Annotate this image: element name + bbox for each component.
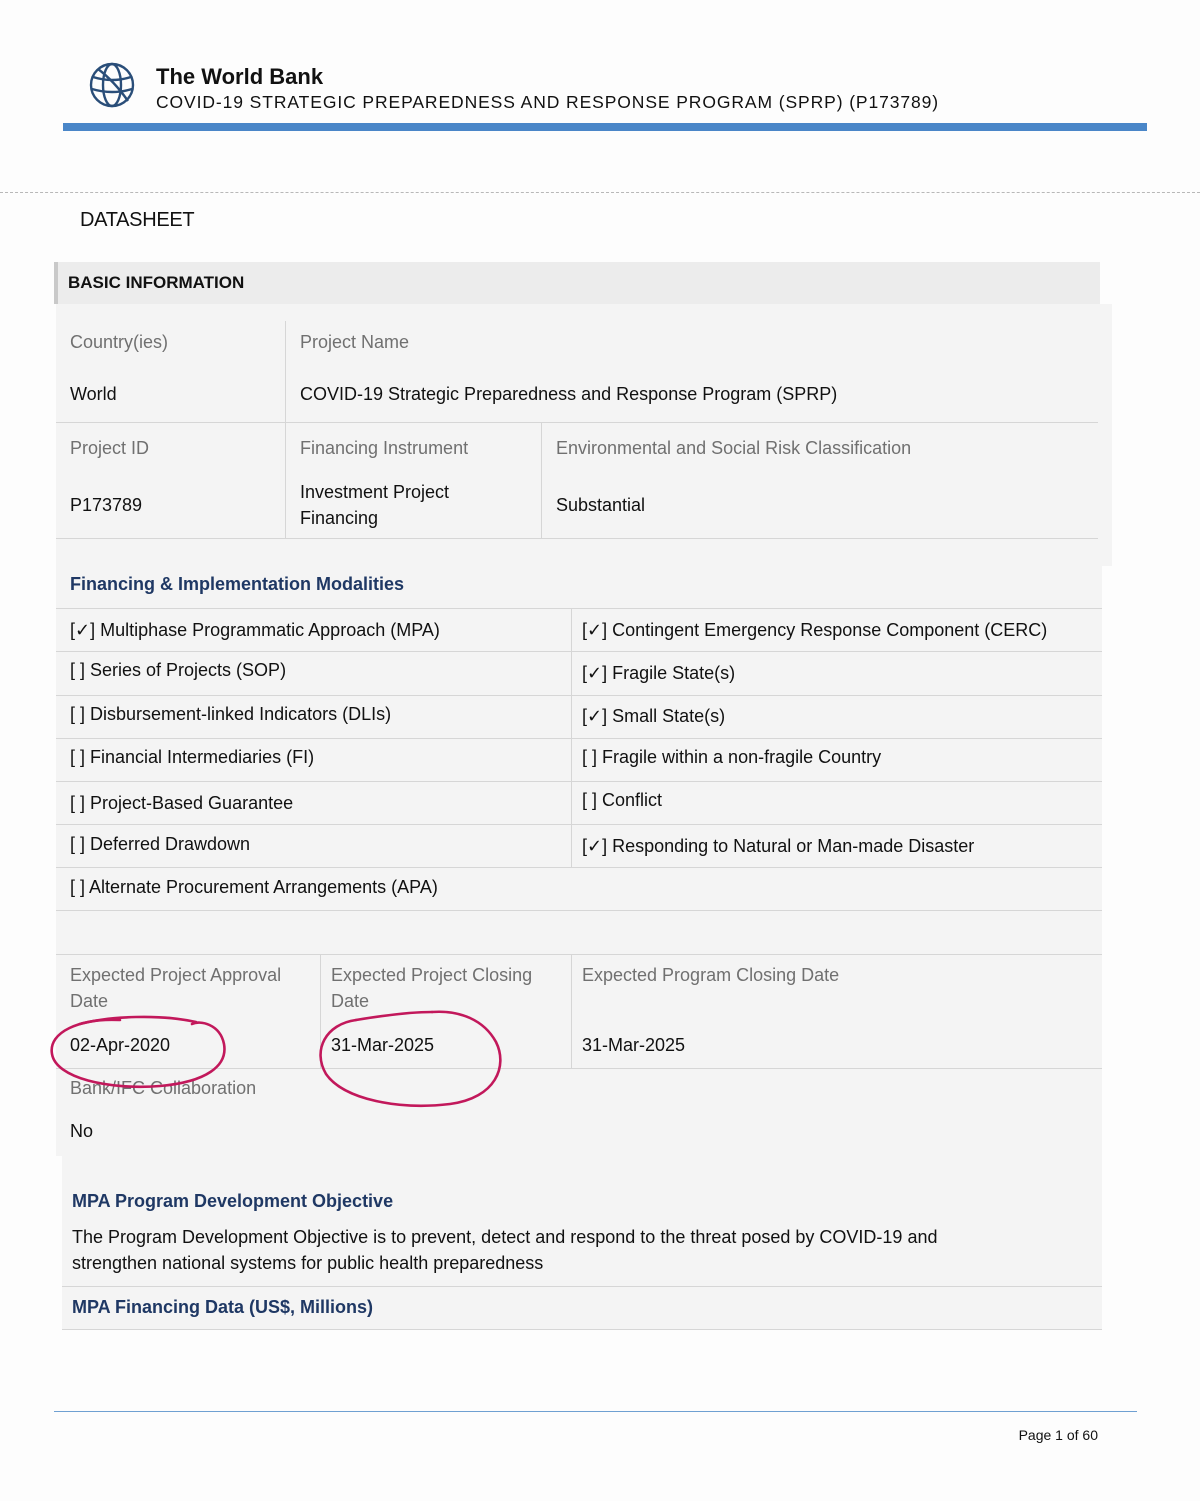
country-value: World [70,384,117,404]
row-divider [56,651,1102,652]
row-divider [56,867,1102,868]
program-closing-value: 31-Mar-2025 [582,1035,686,1055]
modality-item: [✓] Contingent Emergency Response Component (CERC) [582,620,1048,640]
approval-date-label-line2: Date [70,991,109,1011]
row-divider [56,954,1102,955]
modality-item: [ ] Project-Based Guarantee [70,793,294,813]
footer-rule [54,1411,1137,1412]
project-name-label: Project Name [300,332,410,352]
financing-instrument-value-line1: Investment Project [300,482,450,502]
column-divider [320,955,321,1068]
program-closing-label: Expected Program Closing Date [582,965,840,985]
modality-item: [✓] Small State(s) [582,706,726,726]
financing-data-title: MPA Financing Data (US$, Millions) [72,1297,374,1317]
modalities-panel [56,566,1102,912]
document-title: DATASHEET [80,209,195,231]
objective-text-line1: The Program Development Objective is to prevent, detect and respond to the threat posed by COVID-19 and [72,1227,938,1247]
objective-title: MPA Program Development Objective [72,1191,394,1211]
modality-item: [ ] Series of Projects (SOP) [70,660,287,680]
column-divider [285,321,286,539]
project-closing-label-line1: Expected Project Closing [331,965,533,985]
page-number: Page 1 of 60 [1018,1427,1098,1443]
bank-ifc-collaboration-label: Bank/IFC Collaboration [70,1078,257,1098]
header-rule [63,123,1147,131]
dates-panel [56,911,1102,1156]
project-name-value: COVID-19 Strategic Preparedness and Response Program (SPRP) [300,384,838,404]
row-divider [62,1329,1102,1330]
world-bank-globe-icon [88,61,136,109]
program-title: COVID-19 STRATEGIC PREPAREDNESS AND RESPONSE PROGRAM (SPRP) (P173789) [156,92,940,112]
objective-text-line2: strengthen national systems for public health preparedness [72,1253,544,1273]
organization-name: The World Bank [156,64,324,89]
modality-item: [ ] Deferred Drawdown [70,834,251,854]
modalities-title: Financing & Implementation Modalities [70,574,405,594]
row-divider [56,738,1102,739]
page-divider [0,192,1200,193]
modality-item: [✓] Multiphase Programmatic Approach (MPA) [70,620,440,640]
modality-item: [ ] Alternate Procurement Arrangements (APA) [70,877,438,897]
row-divider [62,1286,1102,1287]
row-divider [56,695,1102,696]
row-divider [56,781,1102,782]
row-divider [56,538,1098,539]
project-closing-label-line2: Date [331,991,370,1011]
column-divider [541,423,542,539]
modality-item: [ ] Conflict [582,790,663,810]
bank-ifc-collaboration-value: No [70,1121,94,1141]
esrc-label: Environmental and Social Risk Classification [556,438,912,458]
modality-item: [ ] Fragile within a non-fragile Country [582,747,882,767]
approval-date-label-line1: Expected Project Approval [70,965,282,985]
financing-instrument-label: Financing Instrument [300,438,469,458]
row-divider [56,1068,1102,1069]
modality-item: [✓] Fragile State(s) [582,663,736,683]
modality-item: [✓] Responding to Natural or Man-made Disaster [582,836,975,856]
modality-item: [ ] Disbursement-linked Indicators (DLIs) [70,704,392,724]
approval-date-value: 02-Apr-2020 [70,1035,171,1055]
project-id-label: Project ID [70,438,150,458]
row-divider [56,824,1102,825]
column-divider [571,609,572,867]
project-id-value: P173789 [70,495,143,515]
row-divider [56,608,1102,609]
financing-instrument-value-line2: Financing [300,508,379,528]
modality-item: [ ] Financial Intermediaries (FI) [70,747,315,767]
section-title-basic-information: BASIC INFORMATION [68,273,245,292]
row-divider [56,422,1098,423]
column-divider [571,955,572,1068]
esrc-value: Substantial [556,495,646,515]
project-closing-value: 31-Mar-2025 [331,1035,435,1055]
country-label: Country(ies) [70,332,169,352]
